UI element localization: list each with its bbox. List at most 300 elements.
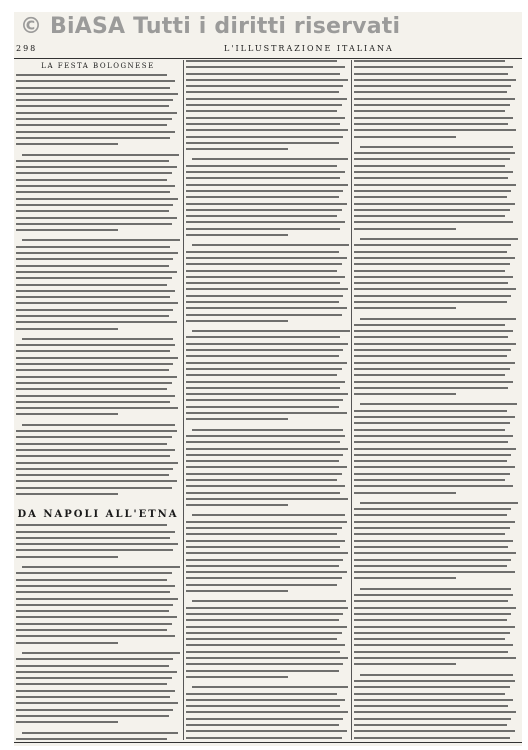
text-line [186, 142, 339, 144]
text-line [186, 307, 347, 309]
text-line [186, 613, 343, 615]
text-line [16, 683, 167, 685]
text-line [16, 321, 177, 323]
text-line [354, 651, 508, 653]
text-line [186, 276, 345, 278]
text-line [354, 288, 516, 290]
text-column-2 [186, 60, 350, 740]
text-line [16, 328, 118, 330]
text-line [192, 244, 349, 246]
text-line [186, 123, 340, 125]
text-line [192, 158, 348, 160]
text-line [354, 215, 505, 217]
text-line [16, 709, 173, 711]
text-line [186, 441, 340, 443]
text-line [354, 276, 513, 278]
text-line [354, 343, 516, 345]
text-line [16, 191, 170, 193]
text-line [186, 479, 337, 481]
text-line [16, 455, 170, 457]
text-line [186, 60, 337, 62]
text-line [354, 619, 507, 621]
text-line [16, 524, 167, 526]
text-line [16, 549, 173, 551]
text-line [354, 699, 513, 701]
text-line [354, 533, 505, 535]
text-line [354, 85, 511, 87]
text-line [186, 184, 348, 186]
text-line [354, 270, 505, 272]
text-line [186, 381, 345, 383]
text-line [22, 424, 175, 426]
article-title: DA NAPOLI ALL'ETNA [17, 509, 179, 521]
text-line [354, 362, 515, 364]
copyright-watermark: © BiASA Tutti i diritti riservati [20, 14, 401, 39]
text-line [16, 537, 170, 539]
text-line [186, 571, 347, 573]
text-line [16, 642, 118, 644]
text-line [16, 487, 172, 489]
text-line [186, 355, 339, 357]
text-line [186, 676, 288, 678]
text-line [186, 460, 339, 462]
text-line [16, 131, 175, 133]
text-line [354, 422, 510, 424]
article-body [186, 60, 350, 740]
text-line [186, 251, 339, 253]
text-line [360, 502, 518, 504]
text-line [16, 166, 177, 168]
text-line [16, 105, 169, 107]
text-line [354, 301, 507, 303]
text-line [360, 238, 518, 240]
text-line [192, 429, 343, 431]
text-line [16, 480, 177, 482]
text-line [354, 79, 516, 81]
text-line [16, 388, 167, 390]
text-line [16, 604, 173, 606]
text-line [354, 203, 515, 205]
text-line [16, 357, 178, 359]
text-line [354, 448, 516, 450]
text-line [186, 295, 343, 297]
text-line [360, 146, 513, 148]
text-line [186, 263, 342, 265]
text-line [16, 635, 175, 637]
text-line [22, 652, 180, 654]
text-line [192, 514, 345, 516]
text-line [16, 229, 118, 231]
text-line [354, 632, 510, 634]
text-line [16, 258, 173, 260]
text-line [16, 585, 175, 587]
text-line [16, 677, 172, 679]
text-line [16, 579, 167, 581]
text-line [354, 158, 510, 160]
text-line [354, 711, 516, 713]
text-line [186, 148, 288, 150]
text-line [16, 658, 173, 660]
text-line [186, 657, 348, 659]
text-line [186, 718, 343, 720]
text-line [186, 165, 337, 167]
text-line [16, 591, 170, 593]
text-line [186, 393, 348, 395]
text-line [354, 165, 505, 167]
text-line [16, 112, 177, 114]
text-line [354, 435, 513, 437]
text-line [186, 221, 345, 223]
text-line [354, 152, 515, 154]
text-line [186, 485, 345, 487]
text-line [186, 85, 343, 87]
text-line [16, 252, 178, 254]
publication-title: L'ILLUSTRAZIONE ITALIANA [224, 44, 394, 53]
text-line [186, 234, 288, 236]
text-line [16, 696, 170, 698]
text-line [186, 619, 339, 621]
text-line [354, 492, 456, 494]
text-line [354, 559, 511, 561]
text-line [16, 468, 173, 470]
text-line [354, 693, 505, 695]
text-line [22, 239, 180, 241]
text-line [186, 91, 339, 93]
text-line [360, 588, 511, 590]
text-line [186, 171, 345, 173]
text-line [186, 448, 348, 450]
text-line [186, 79, 348, 81]
text-line [16, 265, 169, 267]
article-body [354, 60, 518, 740]
text-line [186, 320, 288, 322]
text-line [354, 257, 515, 259]
text-line [354, 60, 505, 62]
text-line [354, 136, 456, 138]
text-line [354, 600, 508, 602]
text-line [16, 572, 172, 574]
text-line [354, 686, 510, 688]
text-line [186, 546, 340, 548]
text-line [354, 466, 515, 468]
text-line [16, 93, 178, 95]
text-line [354, 473, 510, 475]
text-line [186, 540, 345, 542]
text-line [186, 663, 343, 665]
text-line [354, 190, 511, 192]
text-line [186, 73, 340, 75]
text-line [16, 616, 177, 618]
text-line [22, 154, 179, 156]
text-line [186, 257, 347, 259]
text-line [354, 737, 510, 739]
text-line [186, 724, 339, 726]
text-line [354, 228, 456, 230]
text-line [186, 336, 340, 338]
text-line [354, 73, 508, 75]
text-line [186, 584, 337, 586]
text-line [16, 124, 167, 126]
text-line [354, 381, 513, 383]
text-line [186, 196, 339, 198]
text-line [186, 349, 343, 351]
text-column-1 [16, 60, 180, 740]
newspaper-page [14, 12, 522, 746]
text-line [16, 598, 178, 600]
text-line [354, 644, 513, 646]
text-line [354, 514, 507, 516]
text-line [354, 117, 513, 119]
text-line [186, 454, 343, 456]
text-line [16, 223, 172, 225]
text-line [354, 571, 515, 573]
text-line [186, 203, 347, 205]
text-line [354, 479, 505, 481]
text-line [354, 663, 456, 665]
text-line [16, 99, 173, 101]
text-line [16, 198, 178, 200]
text-line [16, 531, 175, 533]
text-line [186, 301, 339, 303]
text-line [16, 350, 170, 352]
text-line [354, 416, 515, 418]
text-line [354, 724, 507, 726]
text-line [22, 732, 178, 734]
text-line [192, 686, 348, 688]
text-line [16, 629, 167, 631]
text-line [16, 204, 173, 206]
text-line [186, 730, 347, 732]
page-header [14, 44, 522, 58]
text-line [16, 665, 169, 667]
text-line [16, 137, 170, 139]
text-line [354, 104, 510, 106]
text-line [186, 638, 337, 640]
text-line [16, 738, 167, 740]
text-line [354, 521, 515, 523]
text-line [186, 129, 348, 131]
text-line [354, 324, 505, 326]
text-line [354, 460, 507, 462]
text-line [16, 401, 170, 403]
text-column-3 [354, 60, 518, 740]
text-line [354, 295, 511, 297]
article-body [16, 524, 180, 740]
text-line [16, 543, 178, 545]
text-line [186, 104, 342, 106]
text-line [186, 190, 343, 192]
text-line [192, 330, 350, 332]
text-line [186, 66, 345, 68]
text-line [16, 690, 175, 692]
text-line [16, 671, 177, 673]
text-line [186, 498, 348, 500]
text-line [16, 290, 175, 292]
text-line [354, 374, 505, 376]
text-line [186, 651, 340, 653]
text-line [186, 177, 340, 179]
text-line [16, 344, 175, 346]
text-line [186, 590, 288, 592]
text-line [186, 374, 337, 376]
text-line [354, 718, 511, 720]
text-line [16, 217, 177, 219]
text-line [354, 251, 507, 253]
text-line [186, 466, 347, 468]
text-line [186, 117, 345, 119]
text-line [186, 527, 342, 529]
header-rule [14, 58, 522, 59]
text-line [16, 462, 178, 464]
text-line [354, 177, 508, 179]
text-line [354, 577, 456, 579]
text-line [354, 393, 456, 395]
text-line [354, 336, 508, 338]
text-line [16, 556, 118, 558]
text-line [16, 172, 172, 174]
text-line [354, 263, 510, 265]
text-line [186, 699, 345, 701]
footer-rule [14, 742, 522, 743]
text-line [186, 521, 347, 523]
text-line [186, 705, 340, 707]
text-line [354, 638, 505, 640]
text-line [186, 492, 340, 494]
text-line [354, 123, 508, 125]
text-line [16, 395, 175, 397]
text-line [186, 577, 342, 579]
text-line [354, 527, 510, 529]
text-line [186, 644, 345, 646]
text-line [186, 473, 342, 475]
text-line [186, 387, 340, 389]
text-line [186, 110, 337, 112]
text-line [354, 307, 456, 309]
text-line [186, 533, 337, 535]
text-line [16, 407, 178, 409]
text-line [16, 430, 177, 432]
text-line [186, 209, 342, 211]
text-line [354, 221, 513, 223]
text-line [186, 406, 339, 408]
text-line [16, 449, 175, 451]
text-line [16, 315, 169, 317]
text-line [354, 540, 513, 542]
text-line [354, 657, 516, 659]
text-line [16, 80, 175, 82]
text-line [354, 454, 511, 456]
text-line [16, 74, 167, 76]
text-line [186, 565, 339, 567]
text-line [186, 711, 348, 713]
text-line [186, 607, 348, 609]
text-line [354, 129, 516, 131]
text-line [354, 91, 507, 93]
text-line [16, 210, 169, 212]
text-line [16, 309, 173, 311]
text-line [16, 179, 167, 181]
text-line [354, 485, 513, 487]
text-line [16, 493, 118, 495]
text-line [16, 610, 169, 612]
text-line [354, 626, 515, 628]
text-line [186, 737, 342, 739]
text-line [354, 110, 505, 112]
text-line [16, 413, 118, 415]
text-line [354, 282, 508, 284]
text-line [354, 552, 516, 554]
text-line [360, 674, 513, 676]
page-number: 298 [16, 44, 38, 53]
text-line [186, 670, 339, 672]
text-line [186, 98, 347, 100]
text-line [16, 87, 170, 89]
text-line [186, 418, 288, 420]
text-line [354, 680, 515, 682]
text-line [186, 215, 337, 217]
text-line [16, 721, 118, 723]
text-line [16, 185, 175, 187]
text-line [16, 302, 178, 304]
text-line [354, 66, 513, 68]
text-line [16, 363, 173, 365]
text-line [186, 368, 342, 370]
text-line [354, 410, 507, 412]
text-line [360, 318, 516, 320]
text-line [354, 355, 507, 357]
text-line [186, 362, 347, 364]
text-line [186, 314, 342, 316]
text-line [354, 244, 511, 246]
text-line [16, 369, 169, 371]
text-line [354, 441, 508, 443]
text-line [22, 566, 180, 568]
text-line [360, 403, 517, 405]
text-line [186, 412, 347, 414]
text-line [16, 118, 172, 120]
text-line [16, 143, 118, 145]
text-line [186, 343, 348, 345]
text-line [16, 474, 169, 476]
text-line [354, 730, 515, 732]
text-line [16, 436, 172, 438]
text-line [186, 552, 348, 554]
text-line [354, 607, 516, 609]
text-line [186, 626, 347, 628]
article-title: LA FESTA BOLOGNESE [41, 62, 155, 70]
text-line [354, 98, 515, 100]
text-line [186, 632, 342, 634]
text-line [192, 600, 346, 602]
text-line [186, 693, 337, 695]
text-line [16, 443, 167, 445]
text-line [354, 705, 508, 707]
text-line [354, 171, 513, 173]
text-line [16, 382, 172, 384]
text-line [354, 508, 511, 510]
text-line [186, 228, 340, 230]
text-line [16, 296, 170, 298]
column-divider [351, 60, 352, 740]
text-line [16, 376, 177, 378]
text-line [16, 271, 177, 273]
text-line [354, 368, 510, 370]
text-line [186, 282, 340, 284]
text-line [354, 594, 513, 596]
text-line [186, 399, 343, 401]
column-divider [183, 60, 184, 740]
text-line [354, 387, 508, 389]
